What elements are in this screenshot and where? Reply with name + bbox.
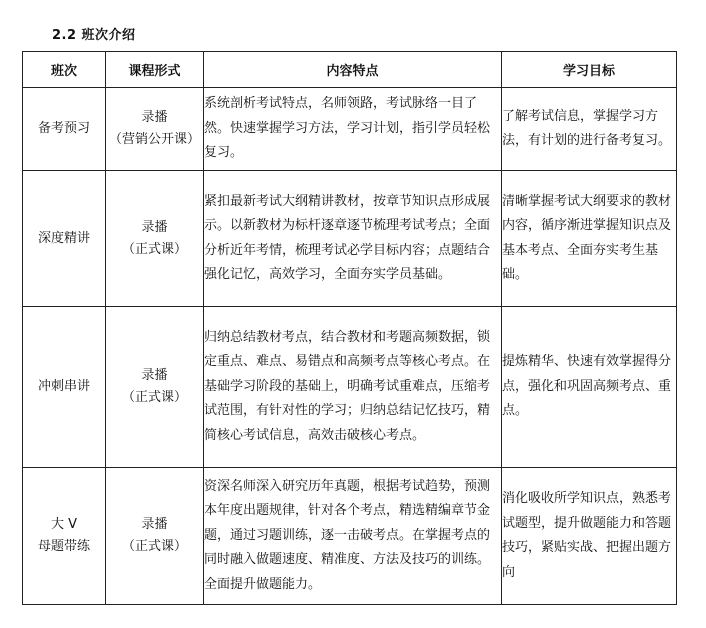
format-type: 录播 xyxy=(141,110,168,125)
class-name-cell: 备考预习 xyxy=(23,88,106,171)
format-type: 录播 xyxy=(141,219,168,235)
class-name-cell: 深度精讲 xyxy=(23,171,106,307)
header-content-features: 内容特点 xyxy=(204,52,502,88)
format-type: 录播 xyxy=(141,368,168,383)
table-row xyxy=(23,88,677,171)
format-category: （正式课） xyxy=(121,241,187,257)
content-features-cell: 系统剖析考试特点，名师领路，考试脉络一目了然。快速掌握学习方法，学习计划，指引学员轻松复习。 xyxy=(204,88,502,171)
content-features-cell: 资深名师深入研究历年真题，根据考试趋势，预测本年度出题规律，针对各个考点，精选精编章节金题，通过习题训练，逐一击破考点。在掌握考点的同时融入做题速度、精准度、方法及技巧的训练。全面提升做题能力。 xyxy=(204,468,502,605)
class-name-cell: 冲刺串讲 xyxy=(23,307,106,468)
format-category: （营销公开课） xyxy=(108,132,200,147)
course-format-cell xyxy=(106,171,204,307)
content-features-cell: 紧扣最新考试大纲精讲教材，按章节知识点形成展示。以新教材为标杆逐章逐节梳理考试考点；全面分析近年考情，梳理考试必学目标内容；点题结合强化记忆，高效学习，全面夯实学员基础。 xyxy=(204,171,502,307)
course-table xyxy=(22,51,677,605)
learning-goal-cell: 清晰掌握考试大纲要求的教材内容，循序渐进掌握知识点及基本考点、全面夯实考生基础。 xyxy=(502,171,677,307)
section-heading: 2.2 班次介绍 xyxy=(52,28,136,43)
learning-goal-cell: 消化吸收所学知识点，熟悉考试题型，提升做题能力和答题技巧，紧贴实战、把握出题方向 xyxy=(502,468,677,605)
header-class: 班次 xyxy=(23,52,106,88)
learning-goal-cell: 提炼精华、快速有效掌握得分点，强化和巩固高频考点、重点。 xyxy=(502,307,677,468)
table-row xyxy=(23,307,677,468)
format-type: 录播 xyxy=(141,517,168,532)
format-category: （正式课） xyxy=(121,390,187,405)
class-name-cell: 大 V 母题带练 xyxy=(23,468,106,605)
table-row xyxy=(23,468,677,605)
learning-goal-cell: 了解考试信息，掌握学习方法，有计划的进行备考复习。 xyxy=(502,88,677,171)
content-features-cell: 归纳总结教材考点，结合教材和考题高频数据，锁定重点、难点、易错点和高频考点等核心考点。在基础学习阶段的基础上，明确考试重难点，压缩考试范围，有针对性的学习；归纳总结记忆技巧，精简核心考试信息，高效击破核心考点。 xyxy=(204,307,502,468)
header-course-format: 课程形式 xyxy=(106,52,204,88)
course-format-cell xyxy=(106,88,204,171)
table-header-row xyxy=(23,52,677,88)
format-category: （正式课） xyxy=(121,539,187,554)
course-format-cell xyxy=(106,307,204,468)
table-row xyxy=(23,171,677,307)
header-learning-goals: 学习目标 xyxy=(502,52,677,88)
course-format-cell xyxy=(106,468,204,605)
